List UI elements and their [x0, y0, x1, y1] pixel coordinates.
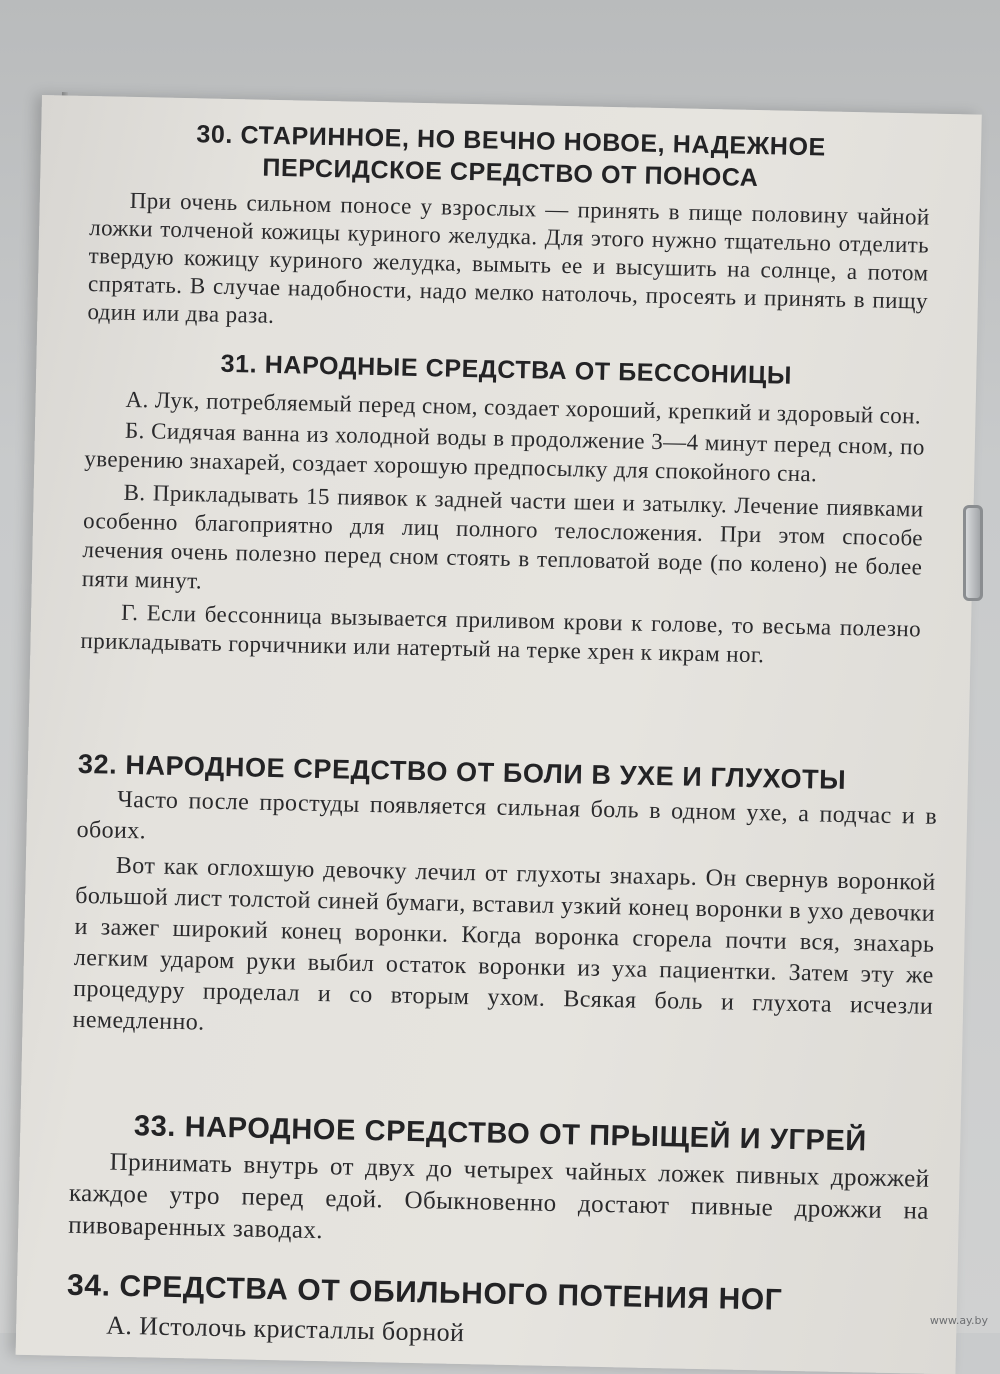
page-text	[66, 116, 938, 1348]
staple	[963, 505, 983, 601]
paragraph: Г. Если бессонница вызывается приливом крови к голове, то весьма полезно прикладывать горчичники или натертый на терке хрен к икрам ног.	[80, 599, 922, 668]
watermark: www.ay.by	[929, 1314, 988, 1327]
section-30	[87, 116, 931, 344]
section-title: 31. НАРОДНЫЕ СРЕДСТВА ОТ БЕССОНИЦЫ	[220, 349, 793, 390]
section-33	[68, 1106, 931, 1260]
section-31	[80, 344, 926, 673]
paragraph: Часто после простуды появляется сильная боль в одном ухе, а подчас и в обоих.	[76, 786, 938, 845]
section-title: ПЕРСИДСКОЕ СРЕДСТВО ОТ ПОНОСА	[262, 153, 759, 193]
section-title: 33. НАРОДНОЕ СРЕДСТВО ОТ ПРЫЩЕЙ И УГРЕЙ	[133, 1110, 868, 1158]
paragraph: В. Прикладывать 15 пиявок к задней части шеи и затылку. Лечение пиявками особенно благоприятно для лиц полного телосложения. При этом способе лечения очень полезно перед сном стоять в тепловатой воде (по колено) не более пяти минут.	[81, 479, 924, 594]
section-title: 30. СТАРИННОЕ, НО ВЕЧНО НОВОЕ, НАДЕЖНОЕ	[196, 120, 827, 162]
paragraph: Б. Сидячая ванна из холодной воды в продолжение 3—4 минут перед сном, по уверению знахарей, создает хорошую предпосылку для спокойного сна.	[84, 417, 926, 487]
section-title: 34. СРЕДСТВА ОТ ОБИЛЬНОГО ПОТЕНИЯ НОГ	[66, 1268, 783, 1317]
section-title: 32. НАРОДНОЕ СРЕДСТВО ОТ БОЛИ В УХЕ И ГЛУХОТЫ	[77, 748, 847, 795]
section-32	[72, 746, 938, 1054]
paragraph: Вот как оглохшую девочку лечил от глухоты знахарь. Он свернув воронкой большой лист толстой синей бумаги, вставил узкий конец воронки в ухо девочки и зажег широкий конец воронки. Когда воронка сгорела почти вся, знахарь легким ударом руки выбил остаток воронки из уха пациентки. Затем эту же процедуру проделал и со вторым ухом. Всякая боль и глухота исчезли немедленно.	[72, 852, 936, 1036]
section-34	[66, 1266, 927, 1360]
paragraph: А. Лук, потребляемый перед сном, создает хороший, крепкий и здоровый сон.	[125, 386, 922, 429]
paragraph: А. Истолочь кристаллы борной	[105, 1310, 465, 1348]
paragraph: При очень сильном поносе у взрослых — принять в пище половину чайной ложки толченой кожицы куриного желудка. Для этого нужно тщательно отделить твердую кожицу куриного желудка, вымыть ее и высушить на солнце, а потом спрятать. В случае надобности, надо мелко натолочь, просеять и принять в пищу один или два раза.	[87, 187, 930, 328]
paragraph: Принимать внутрь от двух до четырех чайных ложек пивных дрожжей каждое утро перед едой. Обыкновенно достают пивные дрожжи на пивоваренных заводах.	[68, 1148, 930, 1245]
book-page	[16, 95, 982, 1374]
